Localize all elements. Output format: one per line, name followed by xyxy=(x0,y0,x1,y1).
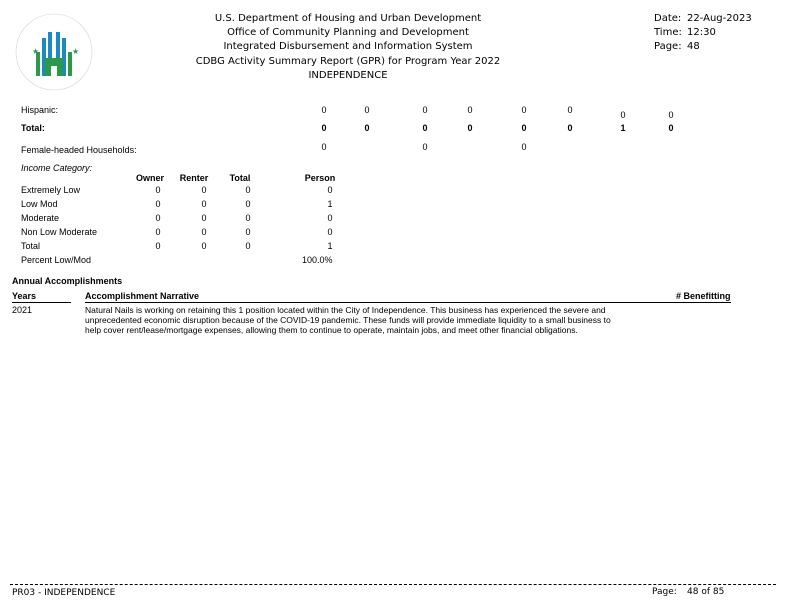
total-value: 0 xyxy=(364,123,370,133)
income-renter: 0 xyxy=(201,185,207,195)
income-row-label: Non Low Moderate xyxy=(21,227,98,237)
page-value: 48 xyxy=(687,41,700,52)
total-label: Total: xyxy=(21,123,45,133)
income-owner: 0 xyxy=(155,185,161,195)
income-person: 0 xyxy=(327,185,333,195)
date-label: Date: xyxy=(654,13,682,24)
col-years: Years xyxy=(12,291,37,301)
income-total: 0 xyxy=(245,199,251,209)
years-underline xyxy=(12,302,71,303)
female-headed-value: 0 xyxy=(521,142,527,152)
hispanic-value: 0 xyxy=(467,105,473,115)
hud-seal xyxy=(12,12,96,92)
income-row-label: Low Mod xyxy=(21,199,58,209)
percent-low-mod-label: Percent Low/Mod xyxy=(21,255,92,265)
income-total: 0 xyxy=(245,213,251,223)
income-person: 0 xyxy=(327,213,333,223)
narrative-line: help cover rent/lease/mortgage expenses, allowing them to continue to operate, maintain jobs, and meet other financial obligations. xyxy=(85,325,578,335)
income-renter: 0 xyxy=(201,227,207,237)
income-total: 0 xyxy=(245,185,251,195)
footer-rule xyxy=(10,584,776,585)
income-total: 0 xyxy=(245,227,251,237)
income-person: 1 xyxy=(327,241,333,251)
female-headed-value: 0 xyxy=(321,142,327,152)
income-owner: 0 xyxy=(155,227,161,237)
income-category-title: Income Category: xyxy=(21,163,93,173)
accomplishments-title: Annual Accomplishments xyxy=(12,276,123,286)
footer-page-label: Page: xyxy=(652,587,677,597)
total-value: 0 xyxy=(467,123,473,133)
footer-report-id: PR03 - INDEPENDENCE xyxy=(12,588,116,598)
page-label: Page: xyxy=(654,41,682,52)
income-person: 0 xyxy=(327,227,333,237)
total-value: 0 xyxy=(567,123,573,133)
total-value: 0 xyxy=(321,123,327,133)
total-value: 0 xyxy=(521,123,527,133)
income-renter: 0 xyxy=(201,213,207,223)
income-owner: 0 xyxy=(155,241,161,251)
hispanic-value: 0 xyxy=(620,110,626,120)
income-owner: 0 xyxy=(155,213,161,223)
total-value: 0 xyxy=(668,123,674,133)
date-value: 22-Aug-2023 xyxy=(687,13,752,24)
narrative-line: Natural Nails is working on retaining this 1 position located within the City of Independence. This business has experienced the severe and xyxy=(85,305,606,315)
hispanic-value: 0 xyxy=(422,105,428,115)
hispanic-value: 0 xyxy=(364,105,370,115)
accomplishment-year: 2021 xyxy=(12,305,33,315)
report-title: CDBG Activity Summary Report (GPR) for Program Year 2022 xyxy=(195,56,501,67)
income-person: 1 xyxy=(327,199,333,209)
svg-text:★: ★ xyxy=(32,47,40,56)
total-value: 0 xyxy=(422,123,428,133)
income-total: 0 xyxy=(245,241,251,251)
hispanic-value: 0 xyxy=(321,105,327,115)
header-line2: Office of Community Planning and Development xyxy=(227,27,469,38)
header-line1: U.S. Department of Housing and Urban Development xyxy=(214,13,482,24)
col-benefitting: # Benefitting xyxy=(676,291,731,301)
narrative-line: unprecedented economic disruption because of the COVID-19 pandemic. These funds will provide immediate liquidity to a small business to xyxy=(85,315,611,325)
income-row-label: Moderate xyxy=(21,213,60,223)
footer-page-value: 48 of 85 xyxy=(687,587,725,597)
income-owner: 0 xyxy=(155,199,161,209)
col-owner: Owner xyxy=(135,173,164,183)
col-narrative: Accomplishment Narrative xyxy=(85,291,200,301)
total-value: 1 xyxy=(620,123,626,133)
female-headed-value: 0 xyxy=(422,142,428,152)
col-renter: Renter xyxy=(179,173,209,183)
grantee-name: INDEPENDENCE xyxy=(308,70,388,81)
hispanic-value: 0 xyxy=(567,105,573,115)
hispanic-label: Hispanic: xyxy=(21,105,59,115)
income-renter: 0 xyxy=(201,199,207,209)
income-renter: 0 xyxy=(201,241,207,251)
header-line3: Integrated Disbursement and Information System xyxy=(223,41,473,52)
hispanic-value: 0 xyxy=(521,105,527,115)
svg-text:★: ★ xyxy=(72,47,80,56)
percent-low-mod-value: 100.0% xyxy=(302,255,333,265)
hispanic-value: 0 xyxy=(668,110,674,120)
time-label: Time: xyxy=(654,27,682,38)
narrative-underline xyxy=(85,302,731,303)
income-row-label: Total xyxy=(21,241,41,251)
income-row-label: Extremely Low xyxy=(21,185,81,195)
col-total: Total xyxy=(229,173,251,183)
time-value: 12:30 xyxy=(687,27,716,38)
col-person: Person xyxy=(304,173,336,183)
female-headed-label: Female-headed Households: xyxy=(21,145,137,155)
